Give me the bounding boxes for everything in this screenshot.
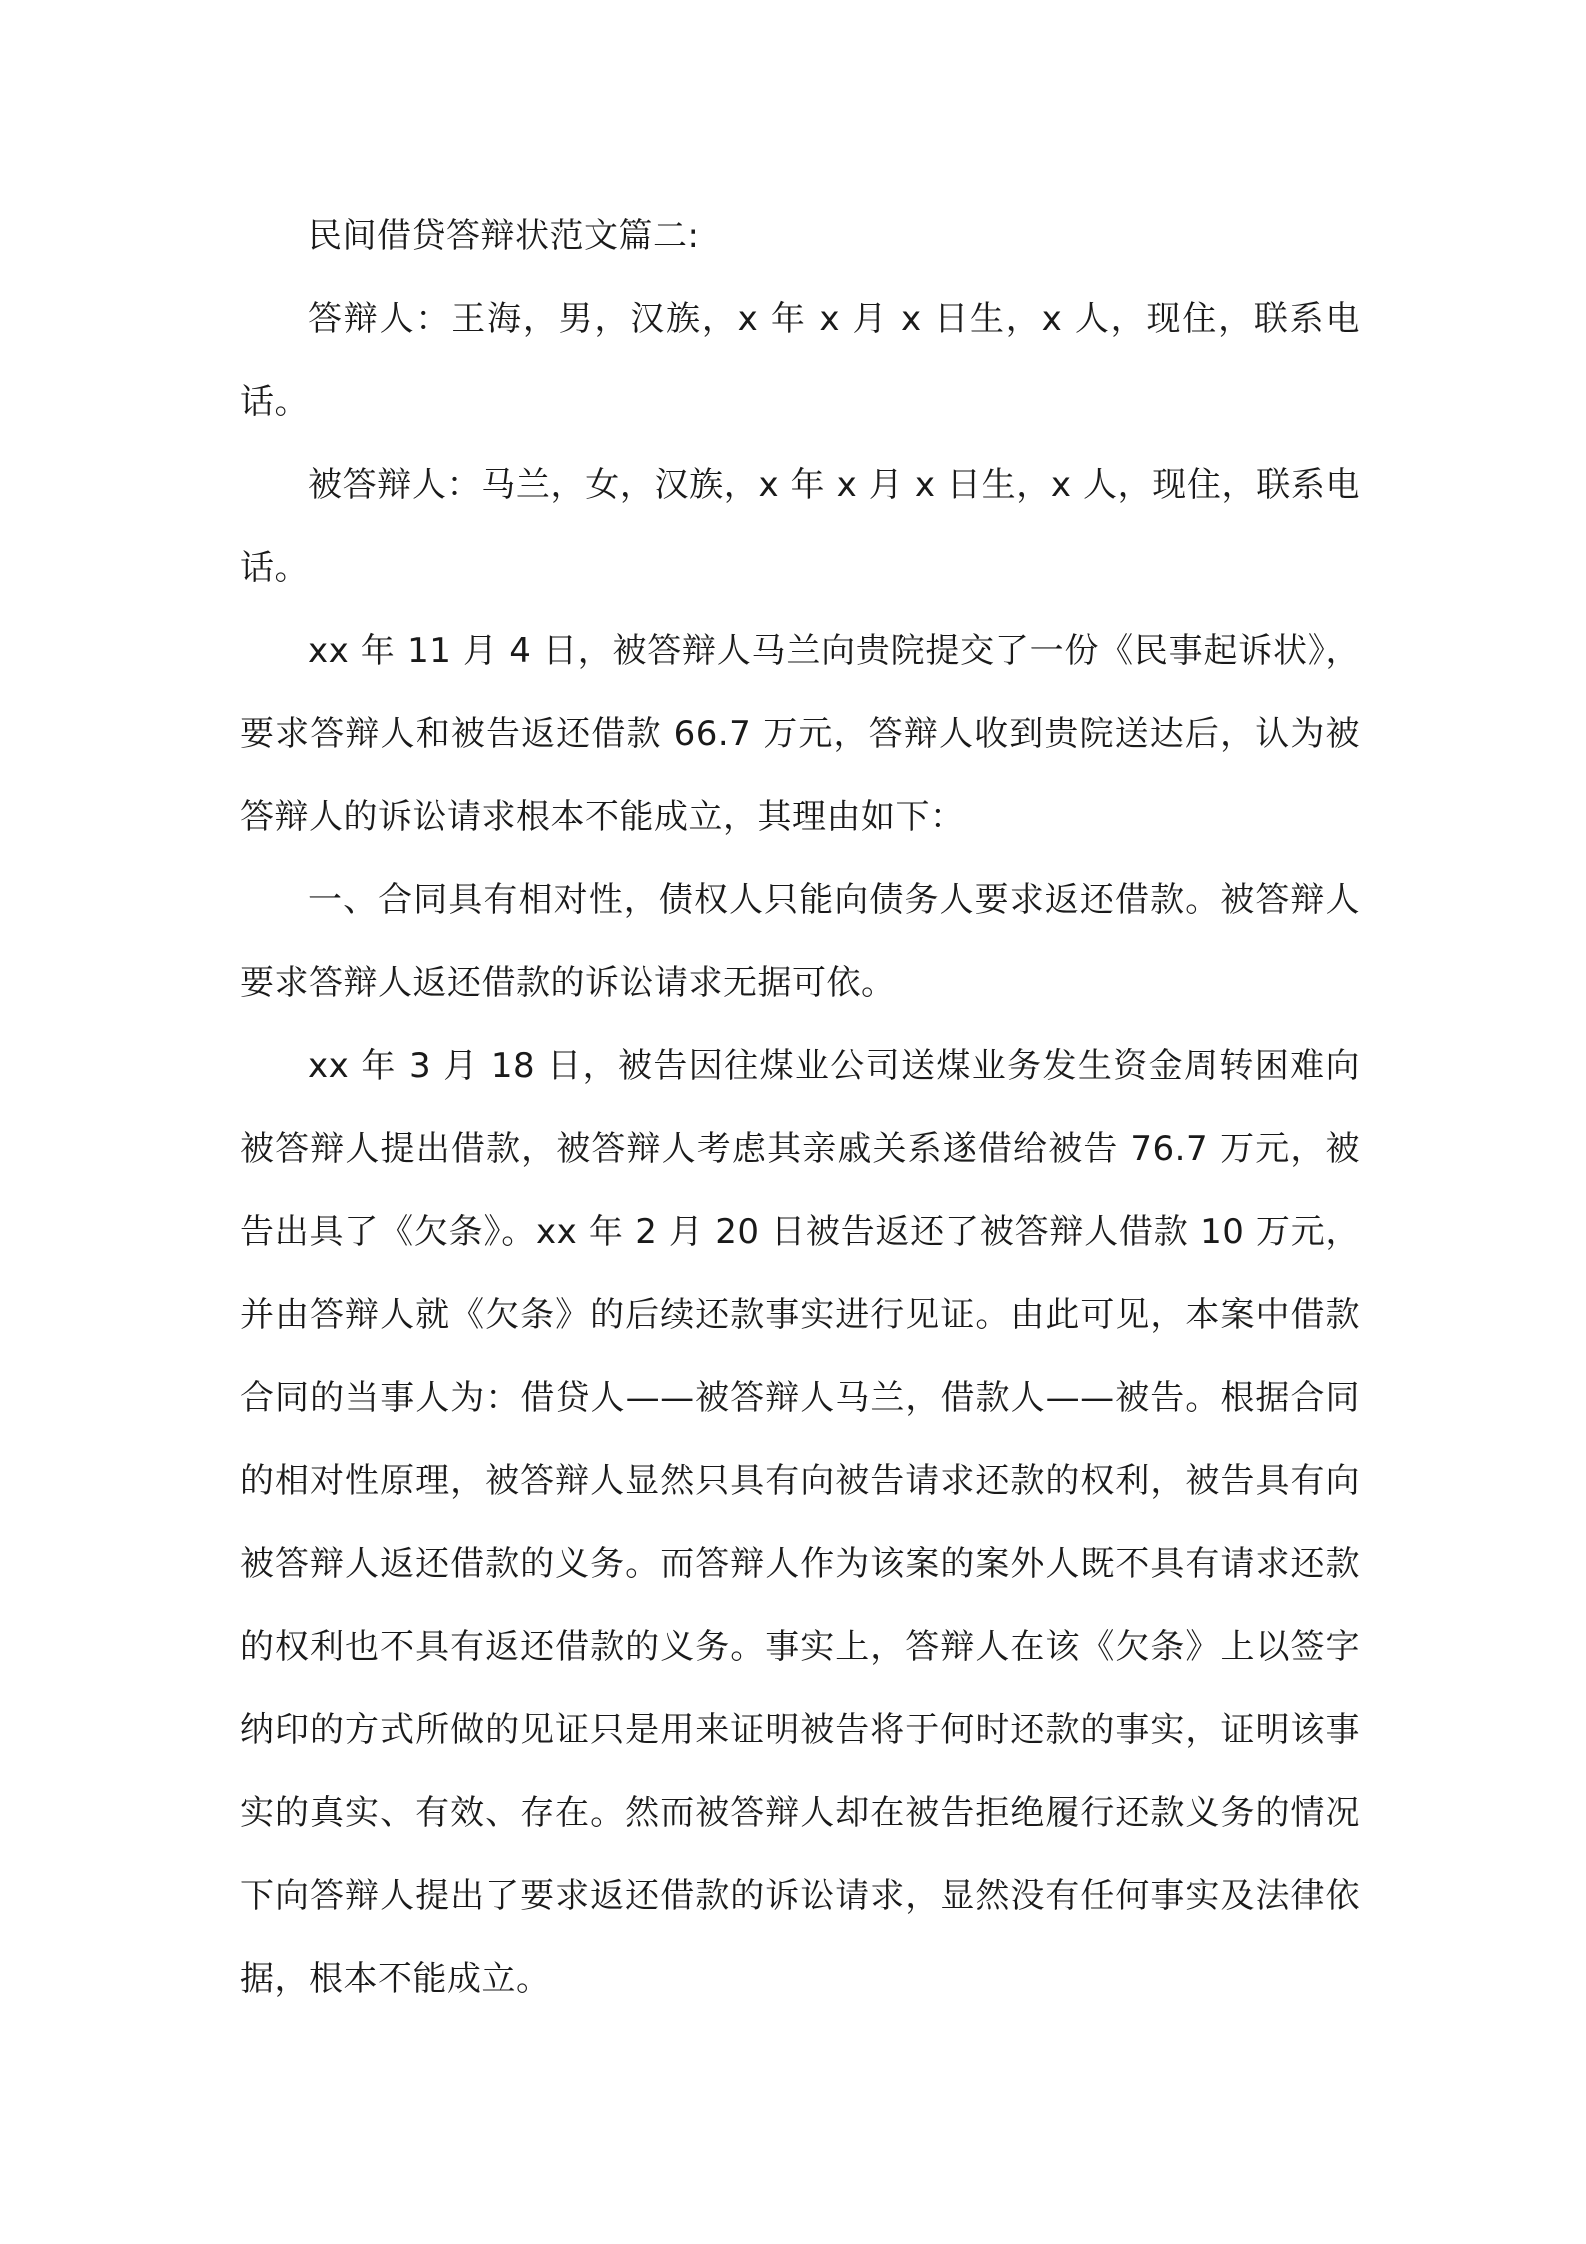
point-one-heading: 一、合同具有相对性，债权人只能向债务人要求返还借款。被答辩人要求答辩人返还借款的诉讼请求无据可依。 [240, 880, 1360, 1003]
intro-paragraph: xx 年 11 月 4 日，被答辩人马兰向贵院提交了一份《民事起诉状》，要求答辩人和被告返还借款 66.7 万元，答辩人收到贵院送达后，认为被答辩人的诉讼请求根本不能成立，其理由如下： [240, 631, 1360, 837]
respondent-info: 答辩人：王海，男，汉族，x 年 x 月 x 日生，x 人，现住，联系电话。 [240, 299, 1360, 422]
facts-paragraph: xx 年 3 月 18 日，被告因往煤业公司送煤业务发生资金周转困难向被答辩人提出借款，被答辩人考虑其亲戚关系遂借给被告 76.7 万元，被告出具了《欠条》。xx 年 2 月 20 日被告返还了被答辩人借款 10 万元，并由答辩人就《欠条》的后续还款事实进行见证。由此可见，本案中借款合同的当事人为：借贷人——被答辩人马兰，借款人——被告。根据合同的相对性原理，被答辩人显然只具有向被告请求还款的权利，被告具有向被答辩人返还借款的义务。而答辩人作为该案的案外人既不具有请求还款的权利也不具有返还借款的义务。事实上，答辩人在该《欠条》上以签字纳印的方式所做的见证只是用来证明被告将于何时还款的事实，证明该事实的真实、有效、存在。然而被答辩人却在被告拒绝履行还款义务的情况下向答辩人提出了要求返还借款的诉讼请求，显然没有任何事实及法律依据，根本不能成立。 [240, 1046, 1360, 1999]
document-title: 民间借贷答辩状范文篇二: [308, 216, 700, 256]
document-body [240, 195, 1360, 2021]
claimant-info: 被答辩人：马兰，女，汉族，x 年 x 月 x 日生，x 人，现住，联系电话。 [240, 465, 1360, 588]
